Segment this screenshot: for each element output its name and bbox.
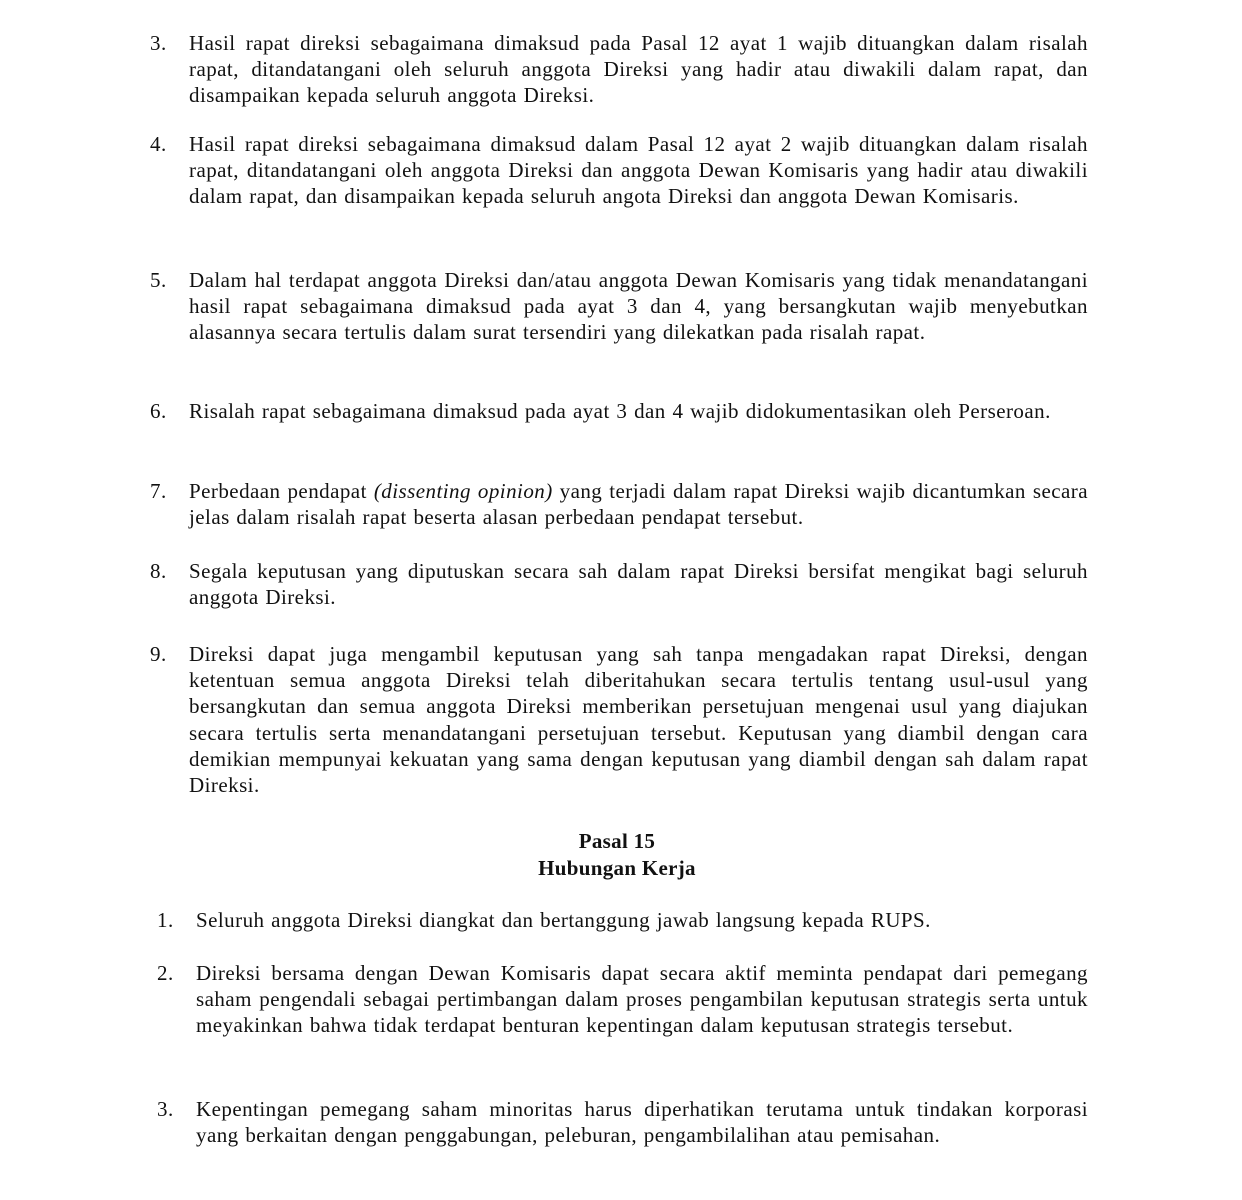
article-title: Hubungan Kerja <box>538 856 696 880</box>
item-number: 3. <box>150 31 167 55</box>
item-number: 7. <box>150 479 167 503</box>
item-text-italic: (dissenting opinion) <box>373 479 553 503</box>
item-text-after: yang terjadi dalam rapat Direksi wajib dicantumkan secara jelas dalam risalah rapat beserta alasan perbedaan pendapat tersebut. <box>189 479 1088 530</box>
list-item <box>150 1096 1088 1148</box>
item-number: 4. <box>150 132 167 156</box>
item-text <box>189 478 1088 530</box>
item-text: Seluruh anggota Direksi diangkat dan bertanggung jawab langsung kepada RUPS. <box>196 908 931 932</box>
list-item <box>150 960 1088 1039</box>
list-item <box>150 558 1088 610</box>
list-item <box>150 478 1088 530</box>
item-text: Hasil rapat direksi sebagaimana dimaksud dalam Pasal 12 ayat 2 wajib dituangkan dalam risalah rapat, ditandatangani oleh anggota Direksi dan anggota Dewan Komisaris yang hadir atau diwakili dalam rapat, dan disampaikan kepada seluruh angota Direksi dan anggota Dewan Komisaris. <box>189 132 1088 209</box>
article-number: Pasal 15 <box>578 829 656 853</box>
item-text-before: Perbedaan pendapat <box>189 479 374 503</box>
item-text: Kepentingan pemegang saham minoritas harus diperhatikan terutama untuk tindakan korporasi yang berkaitan dengan penggabungan, peleburan, pengambilalihan atau pemisahan. <box>196 1097 1088 1148</box>
list-item <box>150 398 1088 424</box>
item-number: 9. <box>150 642 167 666</box>
item-number: 6. <box>150 399 167 423</box>
list-item <box>150 30 1088 109</box>
item-number: 5. <box>150 268 167 292</box>
item-number: 3. <box>157 1097 174 1121</box>
list-item <box>150 131 1088 210</box>
item-text: Risalah rapat sebagaimana dimaksud pada ayat 3 dan 4 wajib didokumentasikan oleh Perseroan. <box>189 399 1051 423</box>
item-number: 1. <box>157 908 174 932</box>
list-item <box>150 907 1088 933</box>
item-number: 2. <box>157 961 174 985</box>
item-text: Dalam hal terdapat anggota Direksi dan/atau anggota Dewan Komisaris yang tidak menandatangani hasil rapat sebagaimana dimaksud pada ayat 3 dan 4, yang bersangkutan wajib menyebutkan alasannya secara tertulis dalam surat tersendiri yang dilekatkan pada risalah rapat. <box>189 268 1088 345</box>
item-text: Direksi dapat juga mengambil keputusan yang sah tanpa mengadakan rapat Direksi, dengan ketentuan semua anggota Direksi telah diberitahukan secara tertulis tentang usul-usul yang bersangkutan dan semua anggota Direksi memberikan persetujuan mengenai usul yang diajukan secara tertulis serta menandatangani persetujuan tersebut. Keputusan yang diambil dengan cara demikian mempunyai kekuatan yang sama dengan keputusan yang diambil dengan sah dalam rapat Direksi. <box>189 642 1088 798</box>
list-item <box>150 267 1088 346</box>
item-text: Segala keputusan yang diputuskan secara sah dalam rapat Direksi bersifat mengikat bagi seluruh anggota Direksi. <box>189 559 1088 610</box>
item-text: Direksi bersama dengan Dewan Komisaris dapat secara aktif meminta pendapat dari pemegang saham pengendali sebagai pertimbangan dalam proses pengambilan keputusan strategis serta untuk meyakinkan bahwa tidak terdapat benturan kepentingan dalam keputusan strategis tersebut. <box>196 961 1088 1038</box>
list-item <box>150 641 1088 798</box>
item-text: Hasil rapat direksi sebagaimana dimaksud pada Pasal 12 ayat 1 wajib dituangkan dalam risalah rapat, ditandatangani oleh seluruh anggota Direksi yang hadir atau diwakili dalam rapat, dan disampaikan kepada seluruh anggota Direksi. <box>189 31 1088 108</box>
item-number: 8. <box>150 559 167 583</box>
